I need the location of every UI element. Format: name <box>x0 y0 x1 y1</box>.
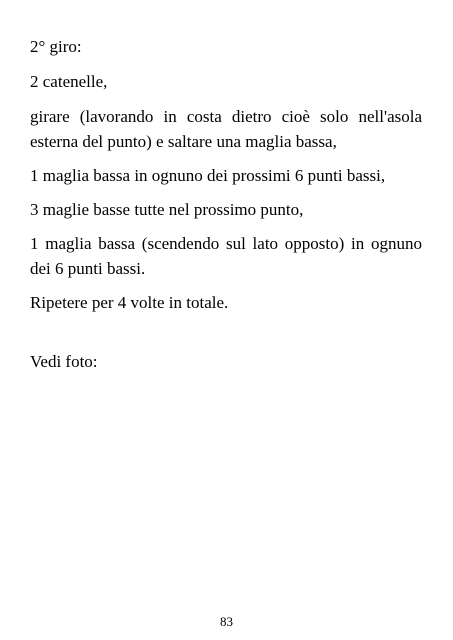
instruction-repeat: Ripetere per 4 volte in totale. <box>30 293 229 312</box>
document-page <box>30 34 422 374</box>
page-number: 83 <box>220 614 233 629</box>
see-photo-note: Vedi foto: <box>30 352 98 371</box>
round-heading: 2° giro: <box>30 37 82 56</box>
instruction-opposite-side: 1 maglia bassa (scendendo sul lato opposto) in ognuno dei 6 punti bassi. <box>30 234 422 278</box>
instruction-single-crochet: 1 maglia bassa in ognuno dei prossimi 6 punti bassi, <box>30 166 386 185</box>
instruction-turn: girare (lavorando in costa dietro cioè solo nell'asola esterna del punto) e saltare una maglia bassa, <box>30 107 422 151</box>
instruction-three-stitches: 3 maglie basse tutte nel prossimo punto, <box>30 200 304 219</box>
instruction-chains: 2 catenelle, <box>30 72 108 91</box>
